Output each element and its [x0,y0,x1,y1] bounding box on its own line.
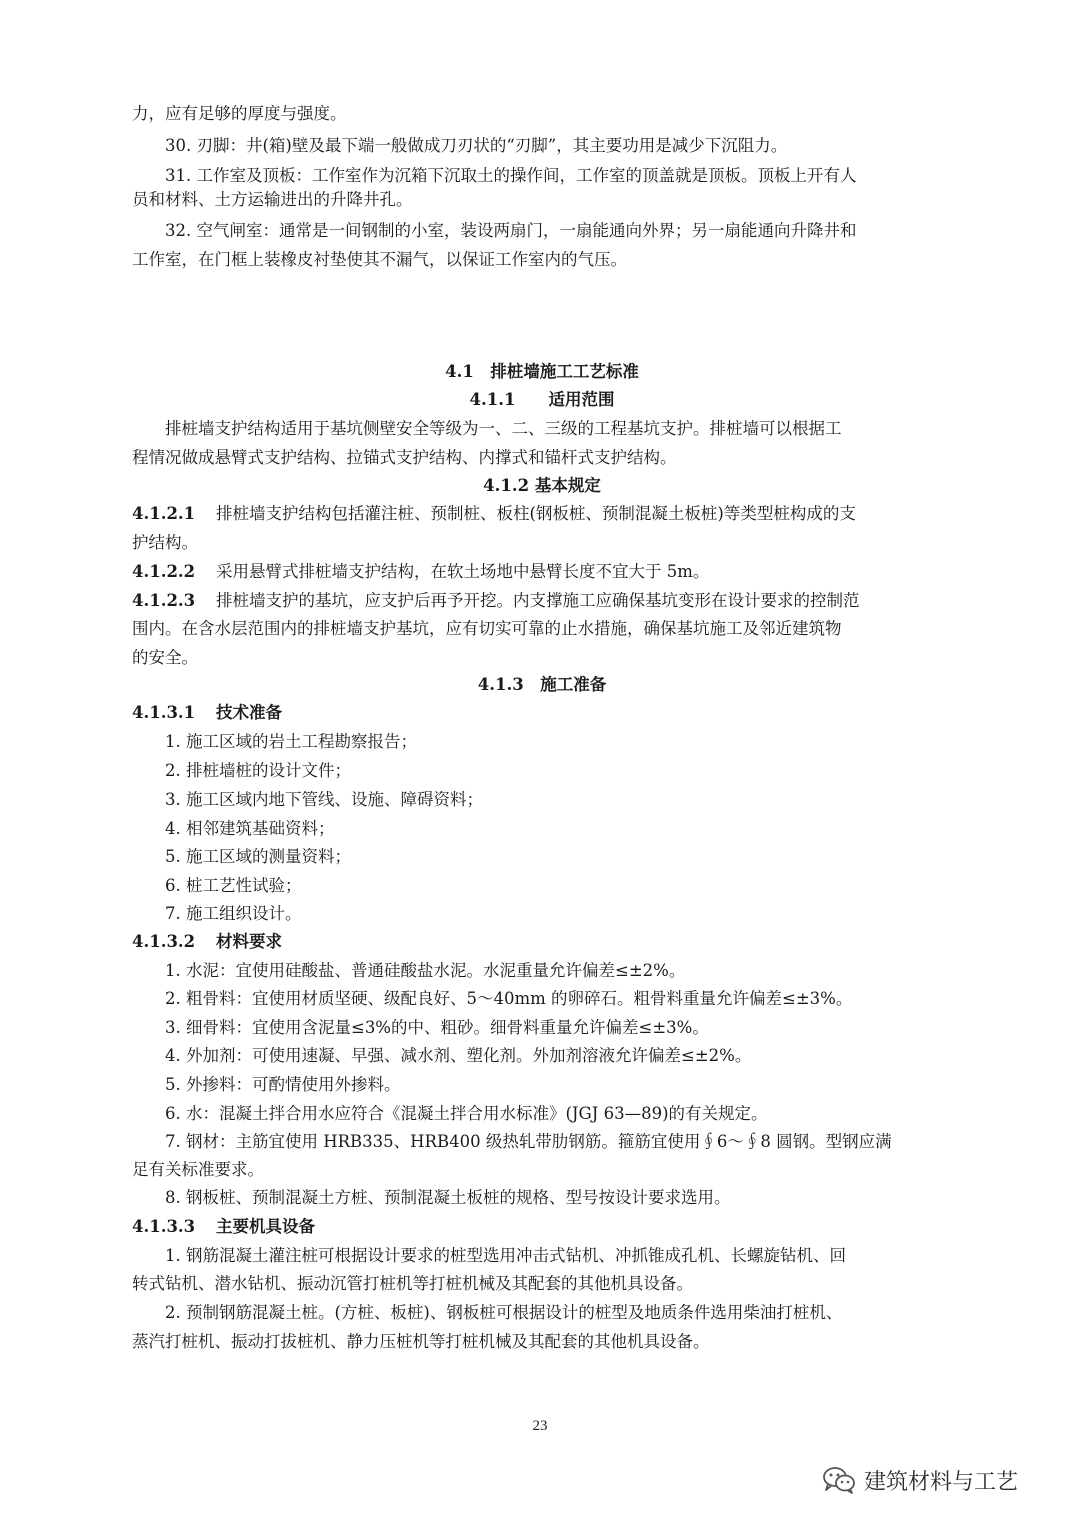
clause-number: 4.1.2.1 [132,504,196,523]
list-item: 3. 施工区域内地下管线、设施、障碍资料； [165,790,483,809]
clause-line [132,590,952,612]
list-item: 足有关标准要求。 [132,1160,264,1179]
clause-text: 采用悬臂式排桩墙支护结构，在软土场地中悬臂长度不宜大于 5m。 [216,562,710,581]
clause-line: 围内。在含水层范围内的排桩墙支护基坑，应有切实可靠的止水措施，确保基坑施工及邻近建筑物 [132,619,842,638]
list-item: 7. 施工组织设计。 [165,904,302,923]
text-line: 力，应有足够的厚度与强度。 [132,104,347,123]
clause-title: 主要机具设备 [216,1217,315,1236]
paragraph-line: 2. 预制钢筋混凝土桩。(方桩、板桩)、钢板桩可根据设计的桩型及地质条件选用柴油打桩机、 [165,1303,843,1322]
clause-number: 4.1.2.3 [132,591,196,610]
text-line: 工作室，在门框上装橡皮衬垫使其不漏气，以保证工作室内的气压。 [132,250,627,269]
clause-heading [132,1216,952,1238]
list-item: 2. 粗骨料：宜使用材质坚硬、级配良好、5～40mm 的卵碎石。粗骨料重量允许偏差≤±3%。 [165,989,853,1008]
clause-line [132,561,952,583]
list-item: 3. 细骨料：宜使用含泥量≤3%的中、粗砂。细骨料重量允许偏差≤±3%。 [165,1018,709,1037]
list-item: 6. 水：混凝土拌合用水应符合《混凝土拌合用水标准》(JGJ 63—89)的有关规定。 [165,1104,768,1123]
wechat-icon [822,1465,856,1495]
clause-heading [132,931,952,953]
page-number: 23 [532,1418,548,1434]
clause-title: 材料要求 [216,932,282,951]
list-item: 7. 钢材：主筋宜使用 HRB335、HRB400 级热轧带肋钢筋。箍筋宜使用∮6～∮8 圆钢。型钢应满 [165,1132,892,1151]
list-item: 1. 施工区域的岩土工程勘察报告； [165,732,417,751]
paragraph-line: 1. 钢筋混凝土灌注桩可根据设计要求的桩型选用冲击式钻机、冲抓锥成孔机、长螺旋钻机、回 [165,1246,846,1265]
subsection-title: 4.1.3 施工准备 [477,675,607,694]
list-item: 2. 排桩墙桩的设计文件； [165,761,351,780]
text-line: 30. 刃脚：井(箱)壁及最下端一般做成刀刃状的“刃脚”，其主要功用是减少下沉阻力。 [165,136,788,155]
clause-number: 4.1.3.2 [132,932,196,951]
list-item: 5. 外掺料：可酌情使用外掺料。 [165,1075,401,1094]
section-title: 4.1 排桩墙施工工艺标准 [445,362,639,381]
text-line: 员和材料、土方运输进出的升降井孔。 [132,190,413,209]
clause-text: 排桩墙支护的基坑，应支护后再予开挖。内支撑施工应确保基坑变形在设计要求的控制范 [216,591,860,610]
watermark-text: 建筑材料与工艺 [864,1469,1019,1495]
clause-line: 的安全。 [132,648,198,667]
paragraph-line: 程情况做成悬臂式支护结构、拉锚式支护结构、内撑式和锚杆式支护结构。 [132,448,677,467]
subsection-title: 4.1.1 适用范围 [469,390,615,409]
text-line: 32. 空气闸室：通常是一间钢制的小室，装设两扇门，一扇能通向外界；另一扇能通向升降井和 [165,221,857,240]
clause-number: 4.1.3.1 [132,703,196,722]
clause-line [132,503,952,525]
list-item: 8. 钢板桩、预制混凝土方桩、预制混凝土板桩的规格、型号按设计要求选用。 [165,1188,731,1207]
text-line: 31. 工作室及顶板：工作室作为沉箱下沉取土的操作间，工作室的顶盖就是顶板。顶板上开有人 [165,166,857,185]
paragraph-line: 排桩墙支护结构适用于基坑侧壁安全等级为一、二、三级的工程基坑支护。排桩墙可以根据工 [165,419,842,438]
watermark [822,1462,1018,1498]
paragraph-line: 蒸汽打桩机、振动打拔桩机、静力压桩机等打桩机械及其配套的其他机具设备。 [132,1332,710,1351]
clause-number: 4.1.2.2 [132,562,196,581]
subsection-title: 4.1.2 基本规定 [483,476,601,495]
paragraph-line: 转式钻机、潜水钻机、振动沉管打桩机等打桩机械及其配套的其他机具设备。 [132,1274,693,1293]
list-item: 1. 水泥：宜使用硅酸盐、普通硅酸盐水泥。水泥重量允许偏差≤±2%。 [165,961,686,980]
list-item: 4. 外加剂：可使用速凝、早强、减水剂、塑化剂。外加剂溶液允许偏差≤±2%。 [165,1046,752,1065]
clause-heading [132,702,952,724]
list-item: 4. 相邻建筑基础资料； [165,819,335,838]
clause-line: 护结构。 [132,533,198,552]
list-item: 6. 桩工艺性试验； [165,876,302,895]
clause-number: 4.1.3.3 [132,1217,196,1236]
list-item: 5. 施工区域的测量资料； [165,847,351,866]
clause-text: 排桩墙支护结构包括灌注桩、预制桩、板柱(钢板桩、预制混凝土板桩)等类型桩构成的支 [216,504,856,523]
clause-title: 技术准备 [216,703,282,722]
